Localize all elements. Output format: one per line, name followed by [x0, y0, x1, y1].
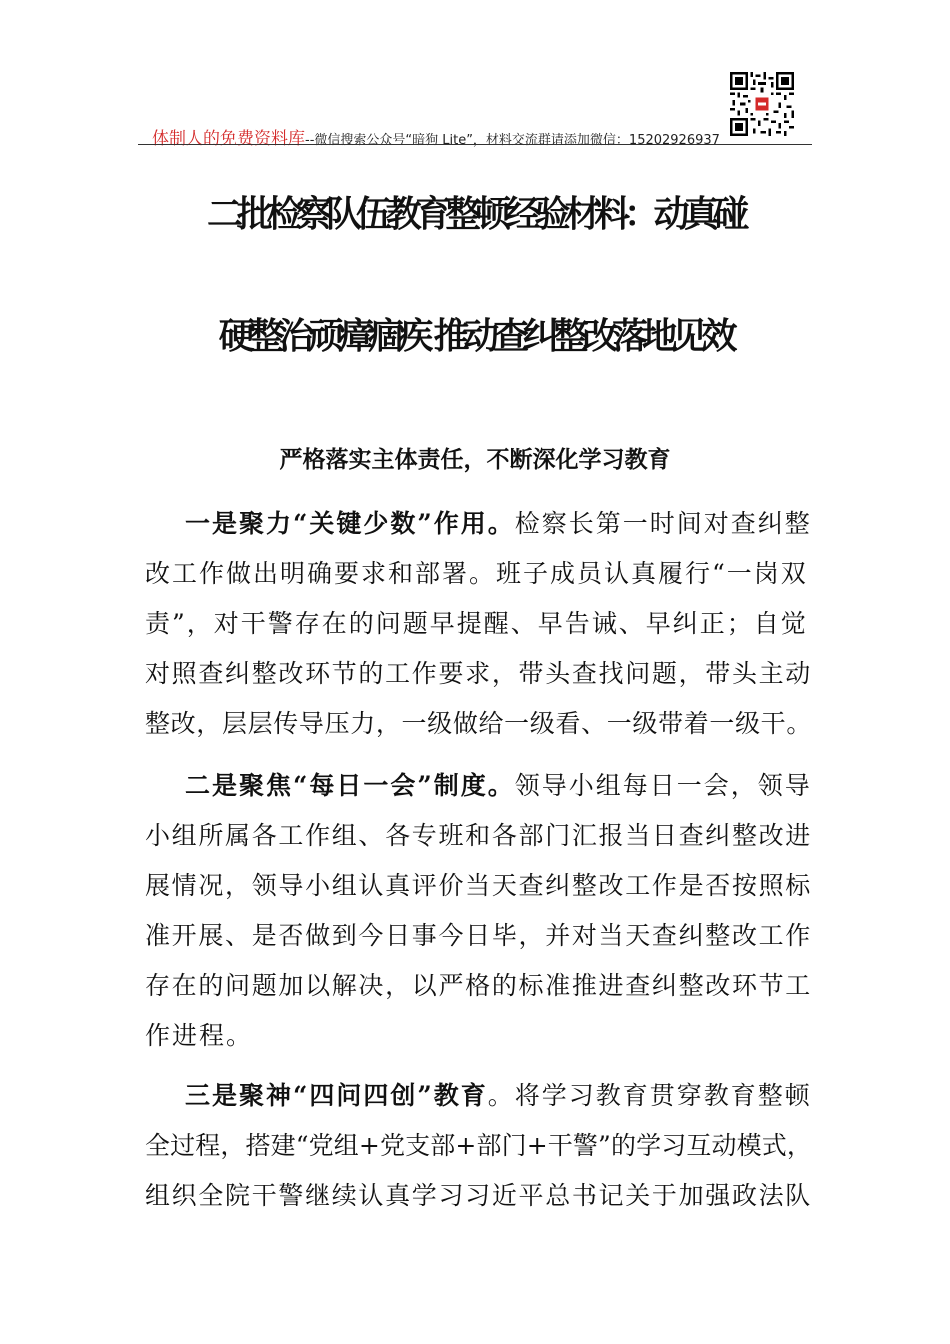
paragraph-line: 全过程，搭建“党组+党支部+部门+干警”的学习互动模式，: [145, 1131, 812, 1160]
document-title-line-2: 硬整治顽瘴痼疾 推动查纠整改落地见效: [218, 315, 732, 357]
paragraph-line: 组织全院干警继续认真学习习近平总书记关于加强政法队: [145, 1181, 812, 1210]
paragraph-text: 领导小组每日一会，领导: [514, 771, 812, 800]
paragraph-line: [185, 504, 812, 540]
paragraph-line: [185, 1076, 812, 1112]
paragraph-text: 检察长第一时间对查纠整: [514, 509, 812, 538]
header-brand: 体制人的免费资料库: [152, 129, 305, 149]
paragraph-line: 对照查纠整改环节的工作要求，带头查找问题，带头主动: [145, 659, 812, 688]
header-note: --微信搜索公众号“暗狗 Lite”，材料交流群请添加微信：15202926937: [305, 133, 720, 148]
paragraph-lead: 一是聚力“关键少数”作用。: [185, 509, 515, 538]
paragraph-line: 整改，层层传导压力，一级做给一级看、一级带着一级干。: [145, 709, 812, 738]
header-banner: [152, 124, 720, 149]
paragraph-line: 存在的问题加以解决，以严格的标准推进查纠整改环节工: [145, 971, 812, 1000]
paragraph-line: 作进程。: [145, 1021, 254, 1050]
paragraph-lead: 二是聚焦“每日一会”制度。: [185, 771, 515, 800]
document-title-line-1: 二批检察队伍教育整顿经验材料：动真碰: [206, 193, 743, 235]
paragraph-line: 改工作做出明确要求和部署。班子成员认真履行“一岗双: [145, 559, 808, 588]
paragraph-line: [185, 766, 812, 802]
header-divider: [138, 144, 812, 145]
paragraph-line: 小组所属各工作组、各专班和各部门汇报当日查纠整改进: [145, 821, 812, 850]
paragraph-line: 展情况，领导小组认真评价当天查纠整改工作是否按照标: [145, 871, 812, 900]
paragraph-text: 。将学习教育贯穿教育整顿: [487, 1081, 812, 1110]
paragraph-line: 责”，对干警存在的问题早提醒、早告诫、早纠正；自觉: [145, 609, 808, 638]
paragraph-line: 准开展、是否做到今日事今日毕，并对当天查纠整改工作: [145, 921, 812, 950]
paragraph-lead: 三是聚神“四问四创”教育: [185, 1081, 488, 1110]
qr-code-icon: [730, 72, 794, 136]
section-heading: 严格落实主体责任，不断深化学习教育: [279, 446, 671, 473]
